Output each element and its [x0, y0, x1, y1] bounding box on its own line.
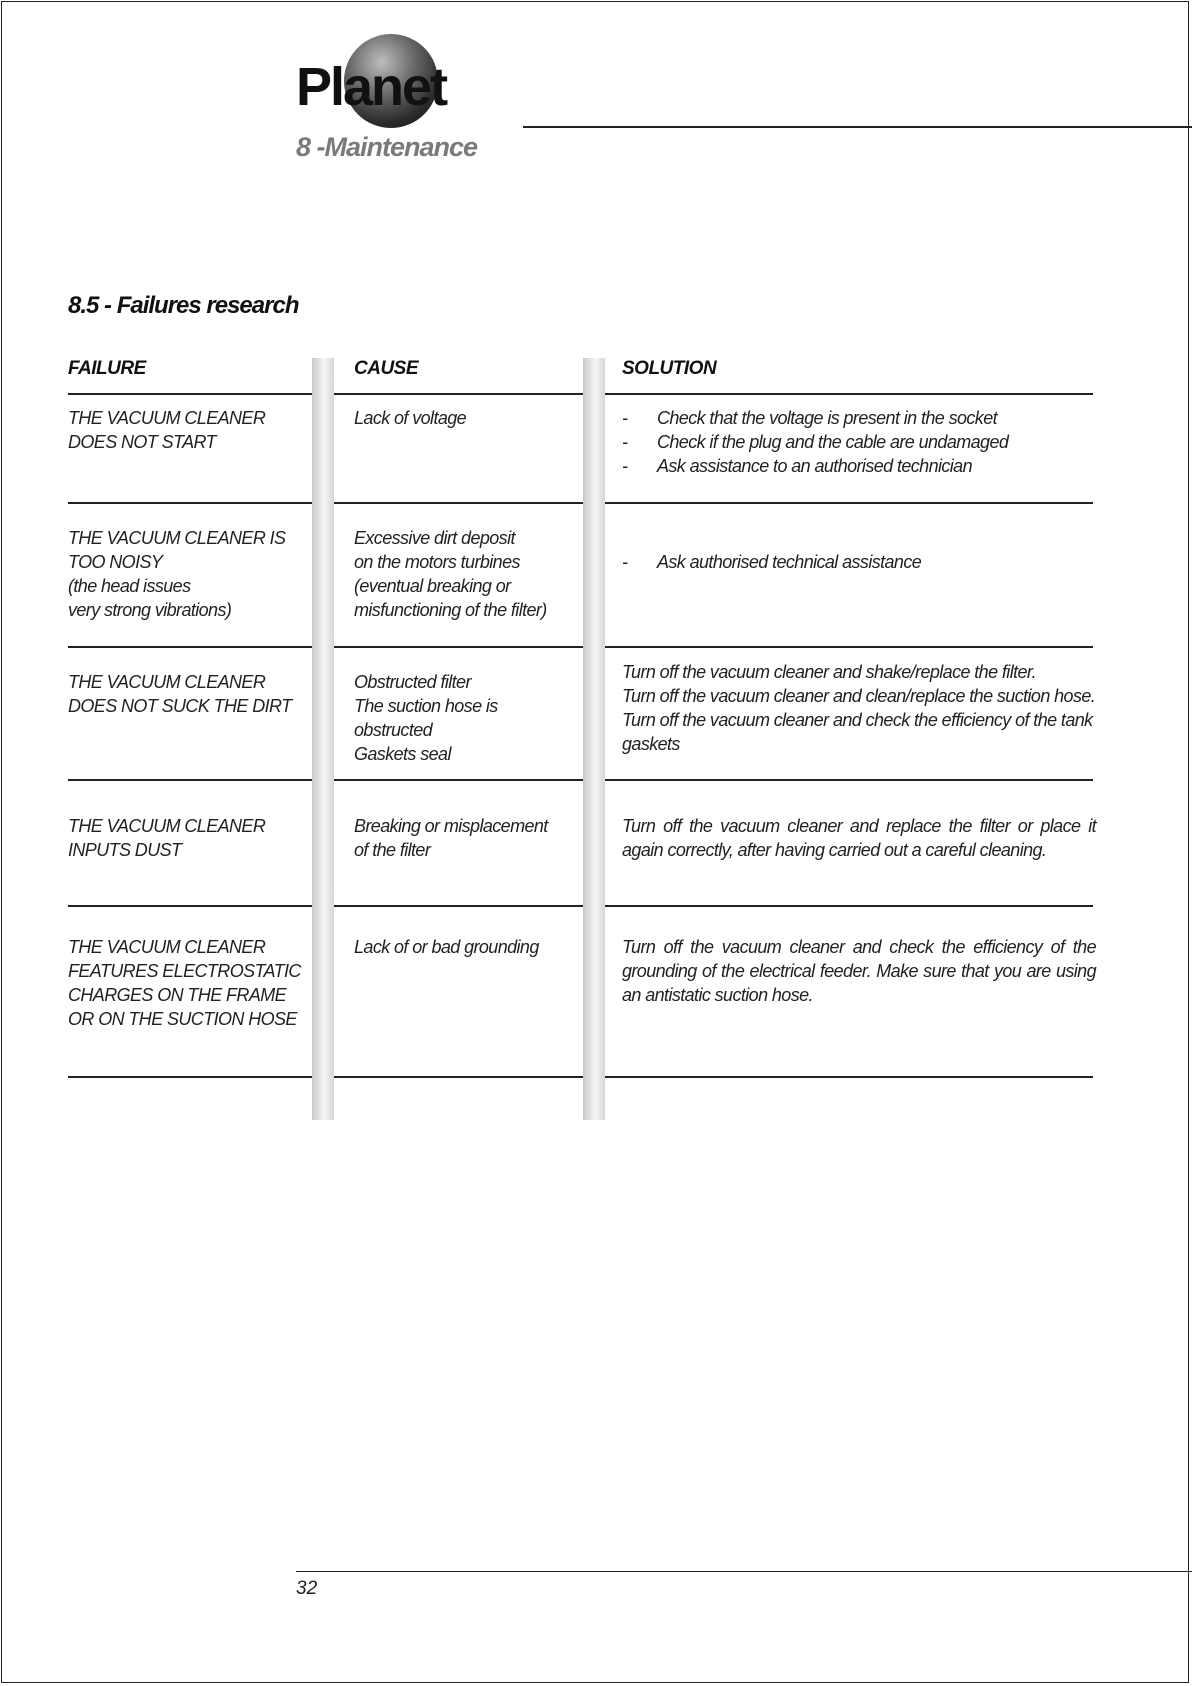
row-divider	[605, 779, 1093, 781]
page-number: 32	[296, 1578, 318, 1599]
row-divider	[605, 646, 1093, 648]
row-divider	[605, 393, 1093, 395]
solution-cell: Turn off the vacuum cleaner and check the efficiency of the grounding of the electrical feeder. Make sure that you are using an antistatic suction hose.	[622, 937, 1096, 1005]
row-divider	[68, 1076, 312, 1078]
solution-item: - Check that the voltage is present in the socket	[622, 408, 998, 428]
header-rule	[523, 126, 1192, 128]
failure-cell: THE VACUUM CLEANER DOES NOT SUCK THE DIRT	[68, 672, 292, 716]
row-divider	[605, 905, 1093, 907]
solution-item: - Ask assistance to an authorised technician	[622, 456, 972, 476]
column-header-failure: FAILURE	[68, 358, 146, 379]
row-divider	[334, 502, 583, 504]
footer-rule	[296, 1571, 1192, 1572]
row-divider	[334, 393, 583, 395]
chapter-title: 8 -Maintenance	[296, 132, 478, 162]
failure-cell: THE VACUUM CLEANER IS TOO NOISY (the head issues very strong vibrations)	[68, 528, 286, 620]
planet-logo	[296, 34, 522, 134]
solution-cell: Turn off the vacuum cleaner and replace the filter or place it again correctly, after having carried out a careful cleaning.	[622, 816, 1096, 860]
row-divider	[605, 502, 1093, 504]
section-title: 8.5 - Failures research	[68, 292, 299, 319]
failure-cell: THE VACUUM CLEANER DOES NOT START	[68, 408, 266, 452]
failure-cell: THE VACUUM CLEANER INPUTS DUST	[68, 816, 266, 860]
solution-list	[622, 406, 1092, 478]
row-divider	[334, 779, 583, 781]
row-divider	[68, 393, 312, 395]
row-divider	[334, 1076, 583, 1078]
column-header-cause: CAUSE	[354, 358, 419, 379]
solution-item: - Ask authorised technical assistance	[622, 552, 922, 572]
solution-cell: Turn off the vacuum cleaner and shake/replace the filter. Turn off the vacuum cleaner and clean/replace the suction hose. Turn off the vacuum cleaner and check the efficiency of the tank gaskets	[622, 662, 1096, 754]
logo-wordmark: Planet	[296, 57, 447, 117]
cause-cell: Excessive dirt deposit on the motors turbines (eventual breaking or misfunctioning of the filter)	[354, 528, 547, 620]
row-divider	[68, 905, 312, 907]
row-divider	[334, 646, 583, 648]
cause-cell: Obstructed filter The suction hose is obstructed Gaskets seal	[354, 672, 498, 764]
row-divider	[334, 905, 583, 907]
solution-item: - Check if the plug and the cable are undamaged	[622, 432, 1009, 452]
cause-cell: Breaking or misplacement of the filter	[354, 816, 548, 860]
column-separator	[312, 358, 334, 1120]
failure-cell: THE VACUUM CLEANER FEATURES ELECTROSTATIC CHARGES ON THE FRAME OR ON THE SUCTION HOSE	[68, 937, 301, 1029]
solution-list	[622, 550, 1092, 574]
cause-cell: Lack of or bad grounding	[354, 937, 539, 957]
column-header-solution: SOLUTION	[622, 358, 717, 379]
cause-cell: Lack of voltage	[354, 408, 467, 428]
column-separator	[583, 358, 605, 1120]
row-divider	[68, 646, 312, 648]
row-divider	[68, 779, 312, 781]
row-divider	[68, 502, 312, 504]
row-divider	[605, 1076, 1093, 1078]
